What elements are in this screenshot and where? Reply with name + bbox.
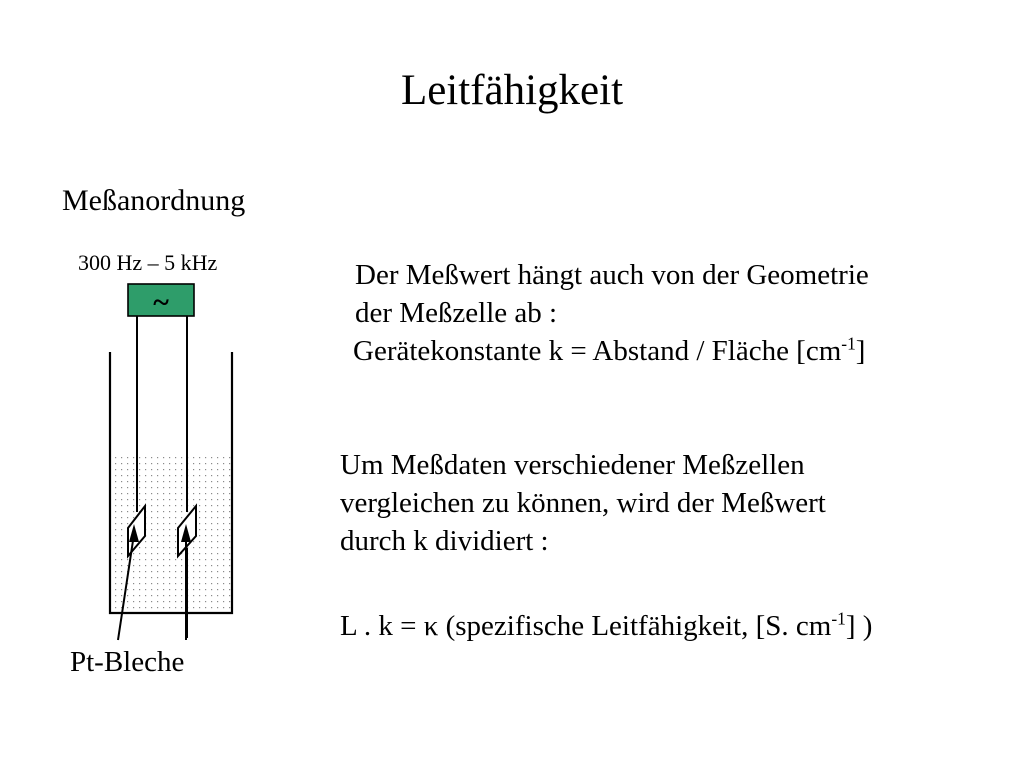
normalization-line-2: vergleichen zu können, wird der Meßwert: [340, 487, 826, 519]
setup-heading: Meßanordnung: [62, 184, 246, 217]
cell-constant-line: [353, 332, 867, 370]
geometry-line-2: der Meßzelle ab :: [355, 297, 558, 329]
normalization-text: [340, 446, 826, 560]
conductivity-formula: [340, 610, 872, 643]
cell-constant-bracket: ]: [855, 335, 866, 367]
normalization-line-3: durch k dividiert :: [340, 525, 549, 557]
electrode-label: Pt-Bleche: [70, 646, 185, 678]
formula-closing: ] ): [845, 610, 873, 642]
formula-exponent: -1: [831, 608, 846, 629]
geometry-line-1: Der Meßwert hängt auch von der Geometrie: [355, 259, 869, 291]
normalization-line-1: Um Meßdaten verschiedener Meßzellen: [340, 449, 805, 481]
frequency-label: 300 Hz – 5 kHz: [78, 250, 218, 275]
formula-text: L . k = κ (spezifische Leitfähigkeit, [S. cm: [340, 610, 832, 642]
geometry-text: [355, 256, 869, 370]
cell-constant-text: Gerätekonstante k = Abstand / Fläche [cm: [353, 335, 842, 367]
tilde-icon: ~: [153, 286, 169, 319]
cell-constant-exponent: -1: [841, 333, 856, 354]
slide-title: Leitfähigkeit: [400, 67, 624, 114]
